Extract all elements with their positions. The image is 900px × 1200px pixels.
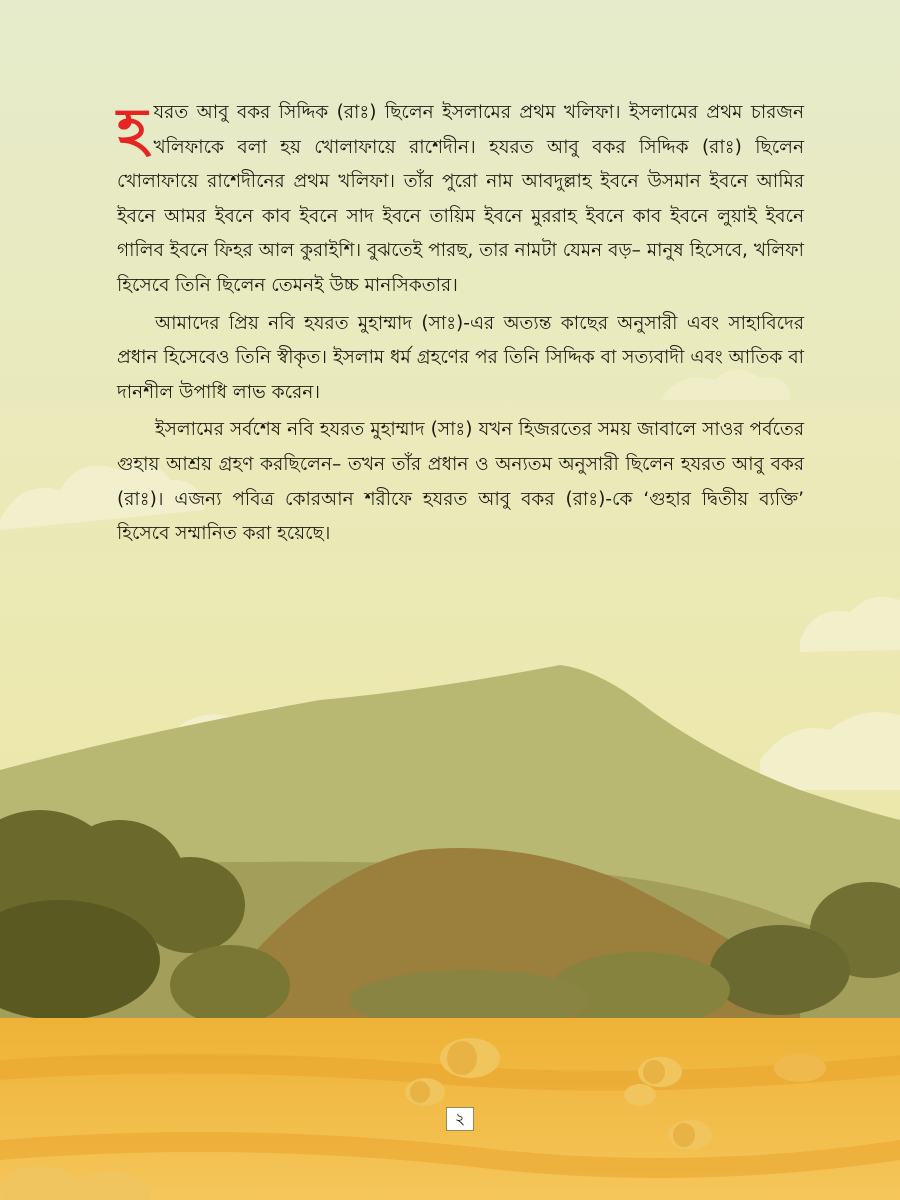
article-text [117,96,804,552]
paragraph-1-text: যরত আবু বকর সিদ্দিক (রাঃ) ছিলেন ইসলামের প্রথম খলিফা। ইসলামের প্রথম চারজন খলিফাকে বলা হয় খোলাফায়ে রাশেদীন। হযরত আবু বকর সিদ্দিক (রাঃ) ছিলেন খোলাফায়ে রাশেদীনের প্রথম খলিফা। তাঁর পুরো নাম আবদুল্লাহ ইবনে উসমান ইবনে আমির ইবনে আমর ইবনে কাব ইবনে সাদ ইবনে তায়িম ইবনে মুররাহ ইবনে কাব ইবনে লুয়াই ইবনে গালিব ইবনে ফিহর আল কুরাইশি। বুঝতেই পারছ, তার নামটা যেমন বড়– মানুষ হিসেবে, খলিফা হিসেবে তিনি ছিলেন তেমনই উচ্চ মানসিকতার। [117,102,804,296]
page-number: ২ [446,1107,474,1131]
drop-cap: হ [117,95,148,163]
paragraph-3: ইসলামের সর্বশেষ নবি হযরত মুহাম্মাদ (সাঃ) যখন হিজরতের সময় জাবালে সাওর পর্বতের গুহায় আশ্রয় গ্রহণ করছিলেন– তখন তাঁর প্রধান ও অন্যতম অনুসারী ছিলেন হযরত আবু বকর (রাঃ)। এজন্য পবিত্র কোরআন শরীফে হযরত আবু বকর (রাঃ)-কে ‘গুহার দ্বিতীয় ব্যক্তি’ হিসেবে সম্মানিত করা হয়েছে। [117,419,804,545]
paragraph-1 [117,96,804,304]
paragraph-2: আমাদের প্রিয় নবি হযরত মুহাম্মাদ (সাঃ)-এর অত্যন্ত কাছের অনুসারী এবং সাহাবিদের প্রধান হিসেবেও তিনি স্বীকৃত। ইসলাম ধর্ম গ্রহণের পর তিনি সিদ্দিক বা সত্যবাদী এবং আতিক বা দানশীল উপাধি লাভ করেন। [117,312,804,403]
